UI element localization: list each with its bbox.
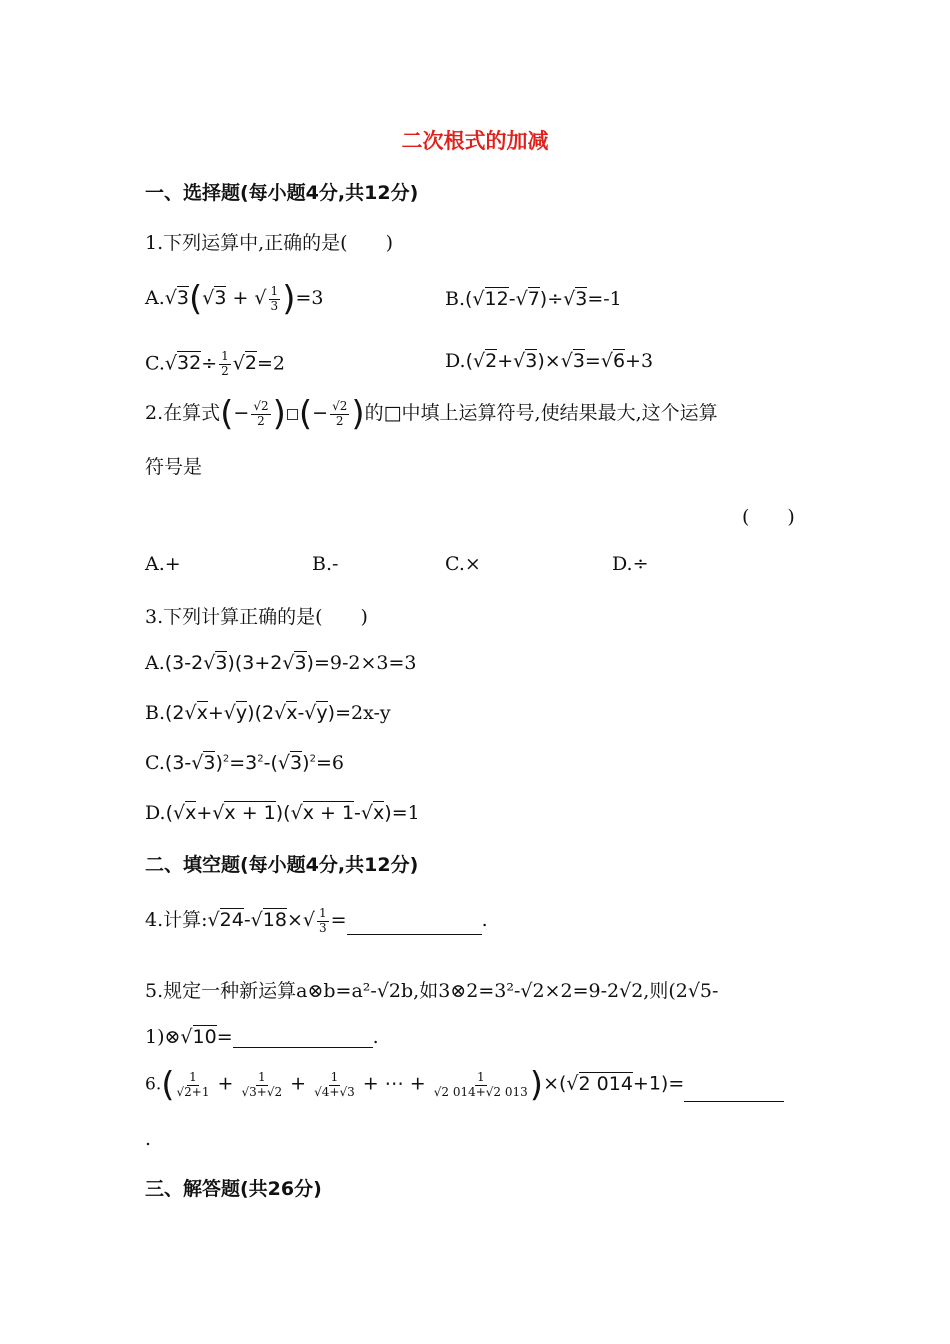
- q1-option-b: B.(√12-√7)÷√3=-1: [445, 288, 622, 310]
- q3-option-b: B.(2√x+√y)(2√x-√y)=2x-y: [145, 702, 391, 724]
- q1-option-c: C.√32÷ $\frac{1}{2}$ √2=2: [145, 349, 285, 378]
- blank-square: [287, 409, 298, 420]
- question-6-end: .: [145, 1128, 152, 1150]
- q2-option-a: A.+: [145, 553, 181, 575]
- q1-option-d: D.(√2+√3)×√3=√6+3: [445, 350, 654, 372]
- q3-option-c: $C.(3-√3)^2=3^2-(√3)^2=6$: [145, 752, 344, 774]
- question-3-stem: 3.下列计算正确的是( ): [145, 606, 368, 628]
- question-1-stem: 1.下列运算中,正确的是( ): [145, 232, 393, 254]
- section-heading-3: 三、解答题(共26分): [145, 1178, 322, 1200]
- q3-option-a: A.(3-2√3)(3+2√3)=9-2×3=3: [145, 652, 417, 674]
- question-2-line2: 符号是: [145, 456, 203, 478]
- q2-option-b: B.-: [312, 553, 339, 575]
- q4-answer-blank[interactable]: [347, 934, 482, 935]
- page-title: 二次根式的加减: [401, 129, 549, 153]
- question-6: 6.( $\frac{1}{√2+1}$ + $\frac{1}{√3+√2}$ + $\frac{1}{√4+√3}$ + ⋯ + $\frac{1}{√2 014+√2 013}$ )×(√2 014+1)=: [145, 1068, 784, 1102]
- question-4: 4.计算:√24-√18×√ $\frac{1}{3}$ = .: [145, 905, 488, 935]
- q2-option-c: C.×: [445, 553, 481, 575]
- q5-answer-blank[interactable]: [233, 1047, 373, 1048]
- question-2-stem: 2.在算式(− $\frac{√2}{2}$ ) (− $\frac{√2}{2}$ )的□中填上运算符号,使结果最大,这个运算: [145, 394, 718, 434]
- section-heading-2: 二、填空题(每小题4分,共12分): [145, 854, 419, 876]
- question-5: 5.规定一种新运算a⊗b=a²-√2b,如3⊗2=3²-√2×2=9-2√2,则(2√5-: [145, 980, 719, 1002]
- q6-answer-blank[interactable]: [684, 1101, 784, 1102]
- q2-answer-paren: ( ): [742, 506, 795, 528]
- section-heading-1: 一、选择题(每小题4分,共12分): [145, 182, 419, 204]
- question-5-line2: 1)⊗√10= .: [145, 1026, 379, 1048]
- q1-option-a: A.√3(√3 + √ $\frac{1}{3}$ )=3: [145, 279, 324, 319]
- q2-option-d: D.÷: [612, 553, 649, 575]
- q3-option-d: D.(√x+√x + 1)(√x + 1-√x)=1: [145, 802, 420, 824]
